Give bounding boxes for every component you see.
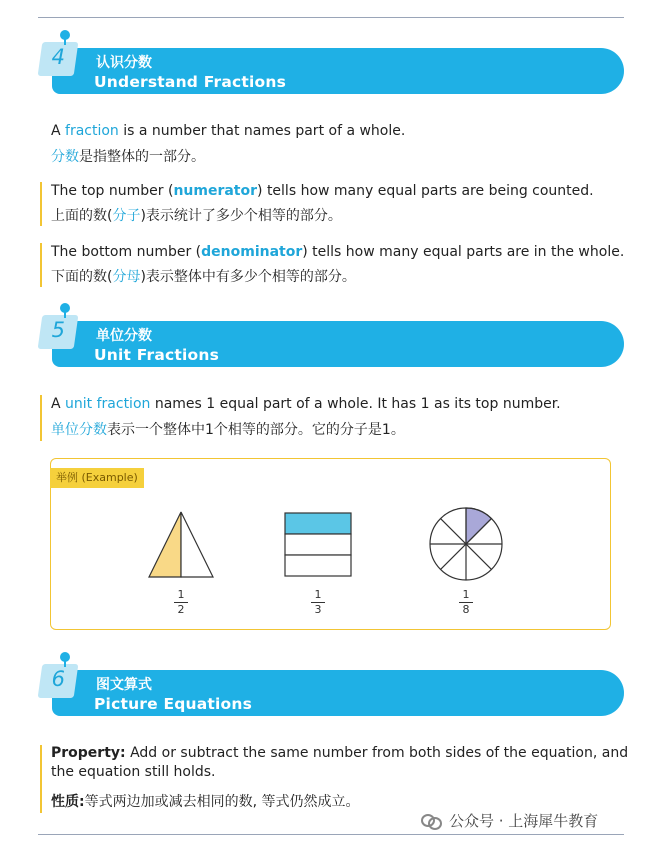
denominator-en: The bottom number (denominator) tells how many equal parts are in the whole. bbox=[51, 244, 625, 260]
wechat-icon bbox=[421, 812, 443, 828]
section-5-number: 5 bbox=[51, 318, 65, 342]
section-6-badge bbox=[38, 664, 79, 698]
half-triangle-figure bbox=[149, 512, 213, 577]
section-5-title-zh: 单位分数 bbox=[96, 328, 152, 344]
section-6-title-en: Picture Equations bbox=[94, 695, 253, 713]
eighth-circle-figure bbox=[430, 508, 502, 580]
third-rectangle-figure bbox=[285, 513, 351, 576]
fraction-one-half: 1 2 bbox=[171, 589, 191, 616]
section-4-number: 4 bbox=[51, 45, 65, 69]
property-bar bbox=[40, 745, 42, 813]
numerator-zh: 上面的数(分子)表示统计了多少个相等的部分。 bbox=[51, 208, 342, 224]
fraction-one-third: 1 3 bbox=[308, 589, 328, 616]
fraction-definition-zh: 分数是指整体的一部分。 bbox=[51, 149, 205, 165]
property-en: Property: Add or subtract the same number from both sides of the equation, and the equation still holds. bbox=[51, 745, 629, 780]
denominator-zh: 下面的数(分母)表示整体中有多少个相等的部分。 bbox=[51, 269, 356, 285]
section-6-number: 6 bbox=[51, 667, 65, 691]
pin-icon bbox=[60, 652, 70, 662]
section-4-title-en: Understand Fractions bbox=[94, 73, 287, 91]
section-4-title-zh: 认识分数 bbox=[96, 55, 152, 71]
numerator-en: The top number (numerator) tells how many equal parts are being counted. bbox=[51, 183, 594, 199]
fraction-definition-en: A fraction is a number that names part of a whole. bbox=[51, 123, 406, 139]
section-6-title-zh: 图文算式 bbox=[96, 677, 152, 693]
bottom-rule bbox=[38, 834, 624, 835]
example-label: 举例 (Example) bbox=[50, 468, 144, 488]
unit-fraction-en: A unit fraction names 1 equal part of a whole. It has 1 as its top number. bbox=[51, 396, 561, 412]
property-zh: 性质:等式两边加或减去相同的数, 等式仍然成立。 bbox=[51, 794, 360, 810]
section-5-title-en: Unit Fractions bbox=[94, 346, 220, 364]
unit-fraction-zh: 单位分数表示一个整体中1个相等的部分。它的分子是1。 bbox=[51, 422, 405, 438]
watermark: 公众号 · 上海犀牛教育 bbox=[421, 810, 598, 831]
fraction-one-eighth: 1 8 bbox=[456, 589, 476, 616]
